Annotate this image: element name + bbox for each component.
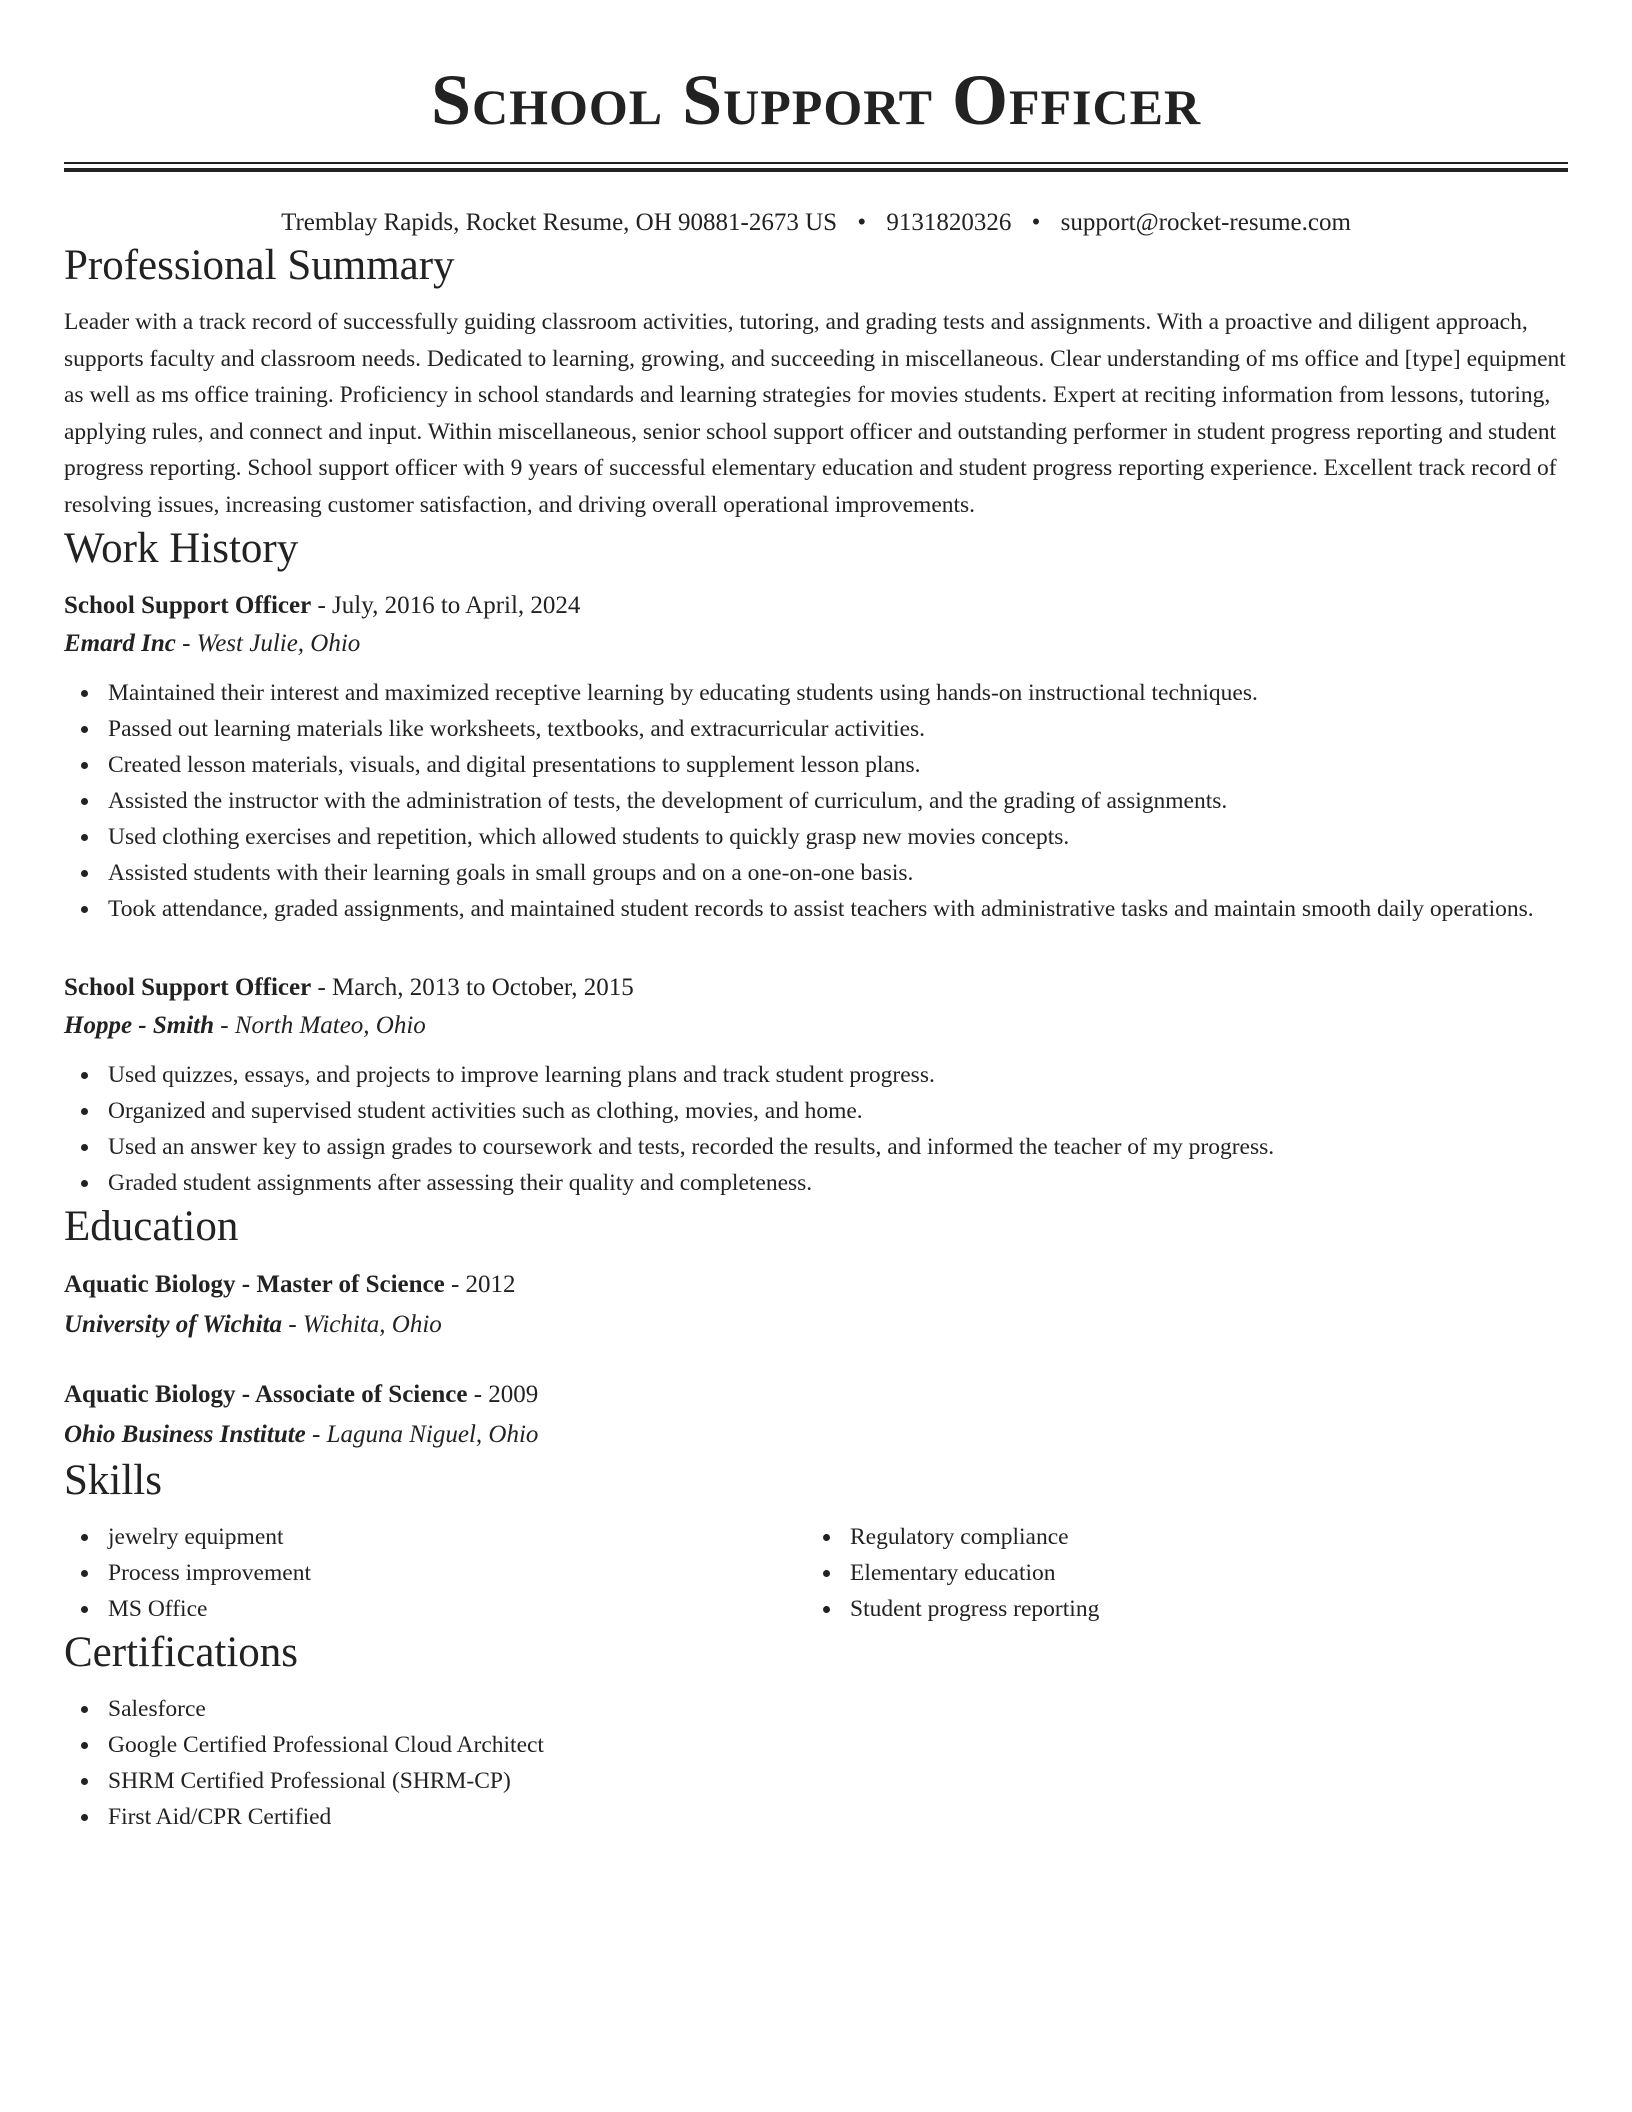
- job-duties: [64, 675, 1568, 927]
- contact-separator: •: [857, 209, 867, 236]
- education-degree: Aquatic Biology - Master of Science: [64, 1271, 445, 1298]
- skills-list: [806, 1519, 1548, 1627]
- education-entry: [64, 1265, 1568, 1345]
- education-school: Ohio Business Institute: [64, 1421, 306, 1448]
- skill-item: Process improvement: [64, 1555, 806, 1591]
- job-role: School Support Officer: [64, 592, 312, 619]
- education-school-line: [64, 1305, 1568, 1345]
- skill-item: Elementary education: [806, 1555, 1548, 1591]
- certification-item: Google Certified Professional Cloud Architect: [64, 1727, 1568, 1763]
- contact-separator: •: [1031, 209, 1041, 236]
- job-employer: [64, 1007, 1568, 1045]
- job-heading: [64, 587, 1568, 625]
- job-duty: Graded student assignments after assessing their quality and completeness.: [64, 1165, 1568, 1201]
- job-duty: Used clothing exercises and repetition, which allowed students to quickly grasp new movies concepts.: [64, 819, 1568, 855]
- education-degree-line: [64, 1265, 1568, 1305]
- education-location: - Wichita, Ohio: [282, 1311, 442, 1338]
- job-heading: [64, 969, 1568, 1007]
- contact-email: support@rocket-resume.com: [1060, 209, 1351, 236]
- job-location: - West Julie, Ohio: [175, 630, 361, 657]
- job-duty: Assisted students with their learning goals in small groups and on a one-on-one basis.: [64, 855, 1568, 891]
- education-entry: [64, 1375, 1568, 1455]
- skills-column-left: [64, 1519, 806, 1627]
- education-school-line: [64, 1415, 1568, 1455]
- certification-item: SHRM Certified Professional (SHRM-CP): [64, 1763, 1568, 1799]
- education-year: - 2009: [467, 1381, 539, 1408]
- section-title-skills: Skills: [64, 1457, 162, 1504]
- education-location: - Laguna Niguel, Ohio: [305, 1421, 539, 1448]
- job-role: School Support Officer: [64, 974, 312, 1001]
- header-divider: [64, 162, 1568, 172]
- summary-text: Leader with a track record of successfully guiding classroom activities, tutoring, and grading tests and assignments. With a proactive and diligent approach, supports faculty and classroom needs. Dedicated to learning, growing, and succeeding in miscellaneous. Clear understanding of ms office and [type] equipment as well as ms office training. Proficiency in school standards and learning strategies for movies students. Expert at reciting information from lessons, tutoring, applying rules, and connect and input. Within miscellaneous, senior school support officer and outstanding performer in student progress reporting and student progress reporting. School support officer with 9 years of successful elementary education and student progress reporting experience. Excellent track record of resolving issues, increasing customer satisfaction, and driving overall operational improvements.: [64, 309, 1566, 518]
- job-duties: [64, 1057, 1568, 1201]
- contact-line: [64, 206, 1568, 240]
- skill-item: Student progress reporting: [806, 1591, 1548, 1627]
- education-degree: Aquatic Biology - Associate of Science: [64, 1381, 468, 1408]
- certification-item: First Aid/CPR Certified: [64, 1799, 1568, 1835]
- job-duty: Took attendance, graded assignments, and maintained student records to assist teachers with administrative tasks and maintain smooth daily operations.: [64, 891, 1568, 927]
- certification-item: Salesforce: [64, 1691, 1568, 1727]
- job-company: Emard Inc: [64, 630, 176, 657]
- job-dates: - March, 2013 to October, 2015: [311, 974, 634, 1001]
- job-duty: Maintained their interest and maximized receptive learning by educating students using hands-on instructional techniques.: [64, 675, 1568, 711]
- section-title-education: Education: [64, 1203, 239, 1250]
- contact-address: Tremblay Rapids, Rocket Resume, OH 90881-2673 US: [281, 209, 838, 236]
- job-duty: Created lesson materials, visuals, and digital presentations to supplement lesson plans.: [64, 747, 1568, 783]
- job-location: - North Mateo, Ohio: [214, 1012, 426, 1039]
- job-duty: Used quizzes, essays, and projects to improve learning plans and track student progress.: [64, 1057, 1568, 1093]
- job-duty: Passed out learning materials like worksheets, textbooks, and extracurricular activities.: [64, 711, 1568, 747]
- job-entry: [64, 969, 1568, 1201]
- contact-phone: 9131820326: [886, 209, 1012, 236]
- education-school: University of Wichita: [64, 1311, 283, 1338]
- skills-grid: [64, 1519, 1568, 1627]
- job-duty: Assisted the instructor with the administration of tests, the development of curriculum, and the grading of assignments.: [64, 783, 1568, 819]
- job-dates: - July, 2016 to April, 2024: [311, 592, 581, 619]
- job-employer: [64, 625, 1568, 663]
- job-company: Hoppe - Smith: [64, 1012, 215, 1039]
- section-title-summary: Professional Summary: [64, 242, 455, 289]
- resume-name: School Support Officer: [430, 60, 1202, 140]
- job-duty: Organized and supervised student activities such as clothing, movies, and home.: [64, 1093, 1568, 1129]
- section-title-work-history: Work History: [64, 525, 299, 572]
- skills-list: [64, 1519, 806, 1627]
- skill-item: jewelry equipment: [64, 1519, 806, 1555]
- section-title-certifications: Certifications: [64, 1629, 299, 1676]
- skill-item: MS Office: [64, 1591, 806, 1627]
- skills-column-right: [806, 1519, 1548, 1627]
- education-degree-line: [64, 1375, 1568, 1415]
- job-duty: Used an answer key to assign grades to coursework and tests, recorded the results, and informed the teacher of my progress.: [64, 1129, 1568, 1165]
- certifications-list: [64, 1691, 1568, 1835]
- education-year: - 2012: [444, 1271, 516, 1298]
- job-entry: [64, 587, 1568, 927]
- skill-item: Regulatory compliance: [806, 1519, 1548, 1555]
